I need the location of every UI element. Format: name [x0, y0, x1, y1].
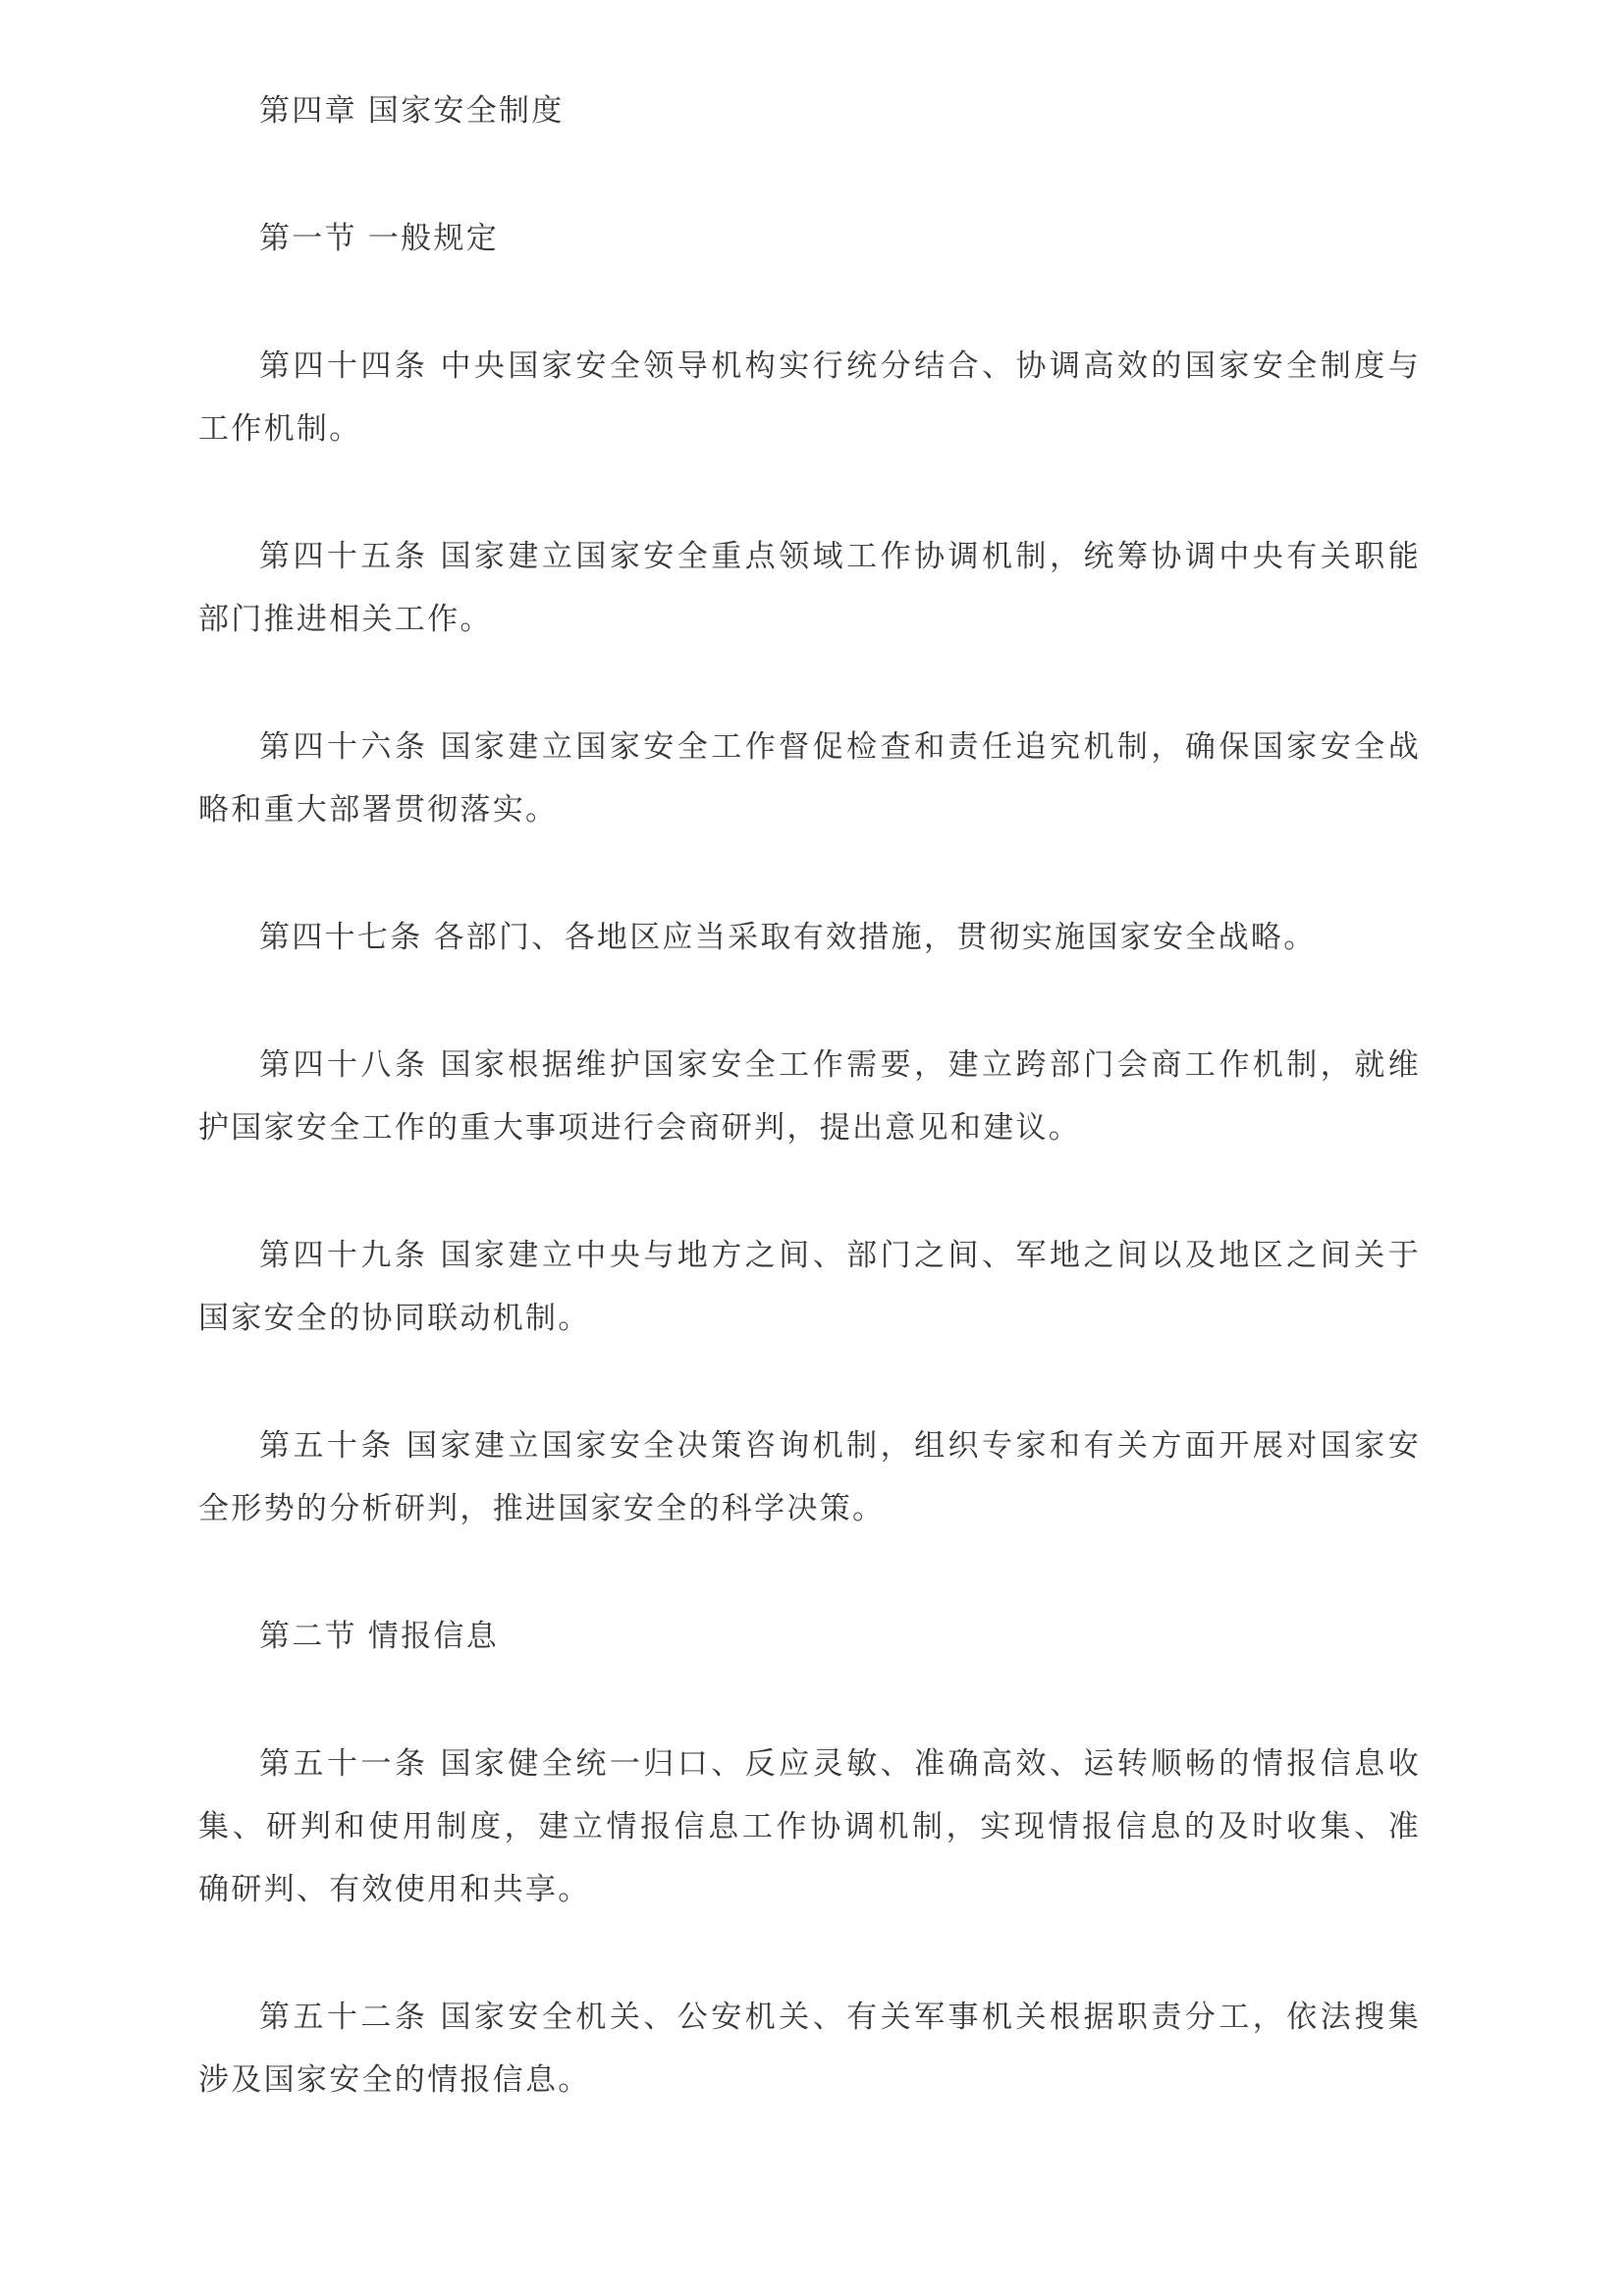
text-line: 全形势的分析研判，推进国家安全的科学决策。	[198, 1491, 886, 1525]
text-line: 第二节 情报信息	[259, 1619, 500, 1653]
text-line: 集、研判和使用制度，建立情报信息工作协调机制，实现情报信息的及时收集、准	[198, 1809, 1421, 1843]
article	[198, 1733, 1421, 1921]
chapter-heading	[198, 80, 1421, 142]
article	[198, 1224, 1421, 1350]
text-line: 第四十四条 中央国家安全领导机构实行统分结合、协调高效的国家安全制度与	[259, 348, 1421, 383]
article	[198, 1986, 1421, 2111]
text-line: 第四十七条 各部门、各地区应当采取有效措施，贯彻实施国家安全战略。	[259, 920, 1317, 954]
section-heading	[198, 207, 1421, 270]
text-line: 第四十六条 国家建立国家安全工作督促检查和责任追究机制，确保国家安全战	[259, 729, 1421, 764]
text-line: 确研判、有效使用和共享。	[198, 1872, 591, 1906]
article	[198, 1034, 1421, 1159]
text-line: 第五十二条 国家安全机关、公安机关、有关军事机关根据职责分工，依法搜集	[259, 2000, 1421, 2034]
text-line: 工作机制。	[198, 411, 362, 446]
text-line: 第四十八条 国家根据维护国家安全工作需要，建立跨部门会商工作机制，就维	[259, 1047, 1421, 1082]
article	[198, 716, 1421, 841]
text-line: 第四十五条 国家建立国家安全重点领域工作协调机制，统筹协调中央有关职能	[259, 539, 1421, 573]
text-line: 部门推进相关工作。	[198, 602, 493, 636]
text-line: 略和重大部署贯彻落实。	[198, 792, 559, 827]
text-line: 护国家安全工作的重大事项进行会商研判，提出意见和建议。	[198, 1110, 1082, 1145]
text-line: 第四十九条 国家建立中央与地方之间、部门之间、军地之间以及地区之间关于	[259, 1238, 1421, 1272]
text-line: 第四章 国家安全制度	[259, 93, 565, 128]
article	[198, 525, 1421, 651]
text-line: 第五十一条 国家健全统一归口、反应灵敏、准确高效、运转顺畅的情报信息收	[259, 1746, 1421, 1781]
text-line: 涉及国家安全的情报信息。	[198, 2062, 591, 2097]
article	[198, 906, 1421, 969]
article	[198, 1415, 1421, 1540]
article	[198, 335, 1421, 460]
text-line: 第一节 一般规定	[259, 221, 500, 255]
text-line: 国家安全的协同联动机制。	[198, 1301, 591, 1335]
text-line: 第五十条 国家建立国家安全决策咨询机制，组织专家和有关方面开展对国家安	[259, 1428, 1421, 1463]
section-heading	[198, 1605, 1421, 1668]
